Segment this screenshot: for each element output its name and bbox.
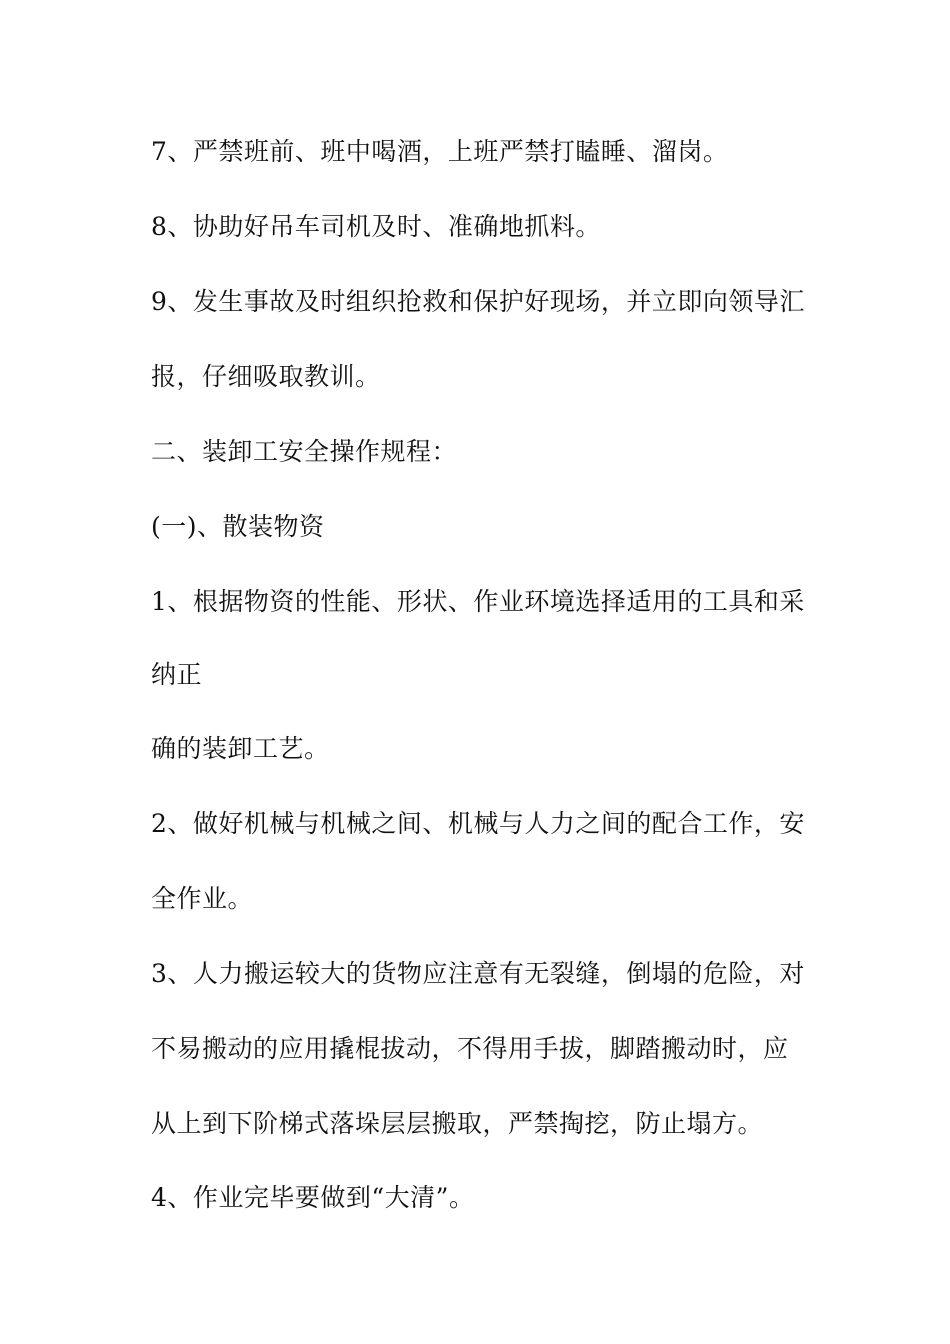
paragraph-line: 全作业。 xyxy=(151,884,254,913)
paragraph-line: 报，仔细吸取教训。 xyxy=(151,362,381,391)
subsection-heading: (一)、散装物资 xyxy=(151,512,325,541)
paragraph-line: 不易搬动的应用撬棍拔动，不得用手拔，脚踏搬动时，应 xyxy=(151,1034,789,1063)
section-heading: 二、装卸工安全操作规程： xyxy=(151,437,458,466)
paragraph-line: 纳正 xyxy=(151,660,203,689)
paragraph-line: 3、人力搬运较大的货物应注意有无裂缝，倒塌的危险，对 xyxy=(151,959,805,988)
paragraph-line: 1、根据物资的性能、形状、作业环境选择适用的工具和采 xyxy=(151,587,805,616)
paragraph-line: 2、做好机械与机械之间、机械与人力之间的配合工作，安 xyxy=(151,809,805,838)
paragraph-line: 4、作业完毕要做到“大清”。 xyxy=(151,1183,475,1212)
paragraph-line: 8、协助好吊车司机及时、准确地抓料。 xyxy=(151,212,601,241)
paragraph-line: 9、发生事故及时组织抢救和保护好现场，并立即向领导汇 xyxy=(151,287,805,316)
paragraph-line: 7、严禁班前、班中喝酒，上班严禁打瞌睡、溜岗。 xyxy=(151,137,729,166)
paragraph-line: 从上到下阶梯式落垛层层搬取，严禁掏挖，防止塌方。 xyxy=(151,1109,764,1138)
paragraph-line: 确的装卸工艺。 xyxy=(151,734,330,763)
